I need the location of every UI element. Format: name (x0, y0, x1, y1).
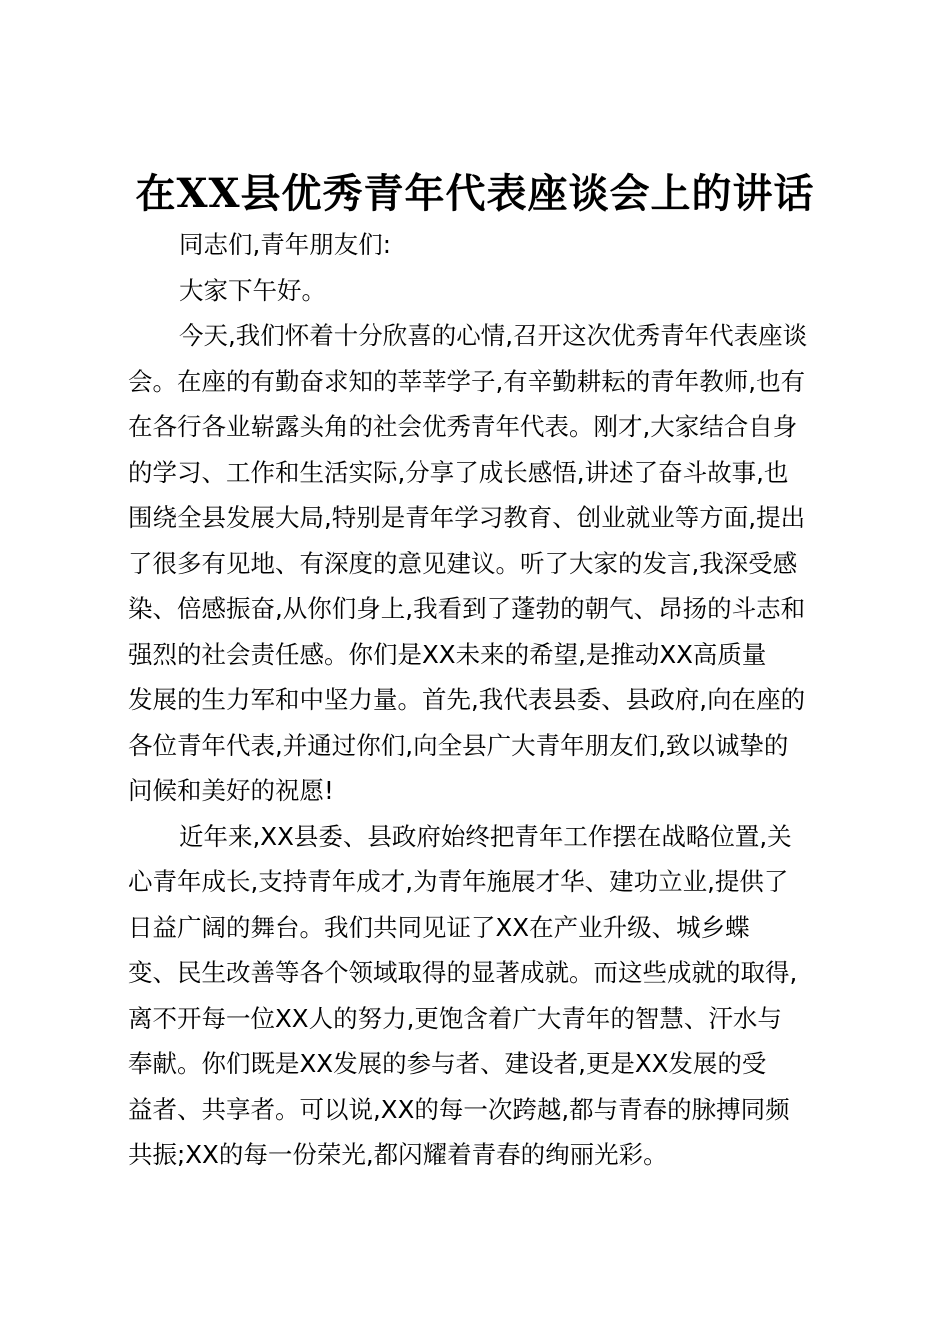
paragraph-opening (128, 313, 838, 814)
text-line: 染、倍感振奋,从你们身上,我看到了蓬勃的朝气、昂扬的斗志和 (128, 594, 806, 623)
document-title: 在XX县优秀青年代表座谈会上的讲话 (135, 170, 815, 217)
text-line: 的学习、工作和生活实际,分享了成长感悟,讲述了奋斗故事,也 (128, 457, 789, 487)
text-line: 同志们,青年朋友们: (179, 230, 392, 259)
text-line: 围绕全县发展大局,特别是青年学习教育、创业就业等方面,提出 (128, 503, 806, 532)
text-line: 强烈的社会责任感。你们是XX未来的希望,是推动XX高质量 (128, 639, 767, 669)
document-body (128, 222, 838, 1178)
text-line: 各位青年代表,并通过你们,向全县广大青年朋友们,致以诚挚的 (128, 730, 789, 760)
text-line: 大家下午好。 (179, 275, 326, 305)
text-line: 今天,我们怀着十分欣喜的心情,召开这次优秀青年代表座谈 (179, 321, 808, 350)
text-line: 问候和美好的祝愿! (128, 776, 334, 805)
text-line: 心青年成长,支持青年成才,为青年施展才华、建功立业,提供了 (128, 867, 789, 896)
text-line: 变、民生改善等各个领域取得的显著成就。而这些成就的取得, (128, 958, 798, 987)
text-line: 会。在座的有勤奋求知的莘莘学子,有辛勤耕耘的青年教师,也有 (128, 366, 806, 396)
text-line: 了很多有见地、有深度的意见建议。听了大家的发言,我深受感 (128, 548, 798, 578)
text-line: 奉献。你们既是XX发展的参与者、建设者,更是XX发展的受 (128, 1049, 767, 1078)
text-line: 离不开每一位XX人的努力,更饱含着广大青年的智慧、汗水与 (128, 1003, 782, 1033)
text-line: 共振;XX的每一份荣光,都闪耀着青春的绚丽光彩。 (128, 1140, 668, 1169)
paragraph-salutation (128, 222, 838, 268)
text-line: 在各行各业崭露头角的社会优秀青年代表。刚才,大家结合自身 (128, 412, 798, 441)
text-line: 近年来,XX县委、县政府始终把青年工作摆在战略位置,关 (179, 821, 792, 851)
text-line: 日益广阔的舞台。我们共同见证了XX在产业升级、城乡蝶 (128, 912, 750, 942)
text-line: 益者、共享者。可以说,XX的每一次跨越,都与青春的脉搏同频 (128, 1094, 790, 1124)
text-line: 发展的生力军和中坚力量。首先,我代表县委、县政府,向在座的 (128, 685, 806, 714)
paragraph-achievements (128, 814, 838, 1178)
paragraph-greeting (128, 268, 838, 314)
